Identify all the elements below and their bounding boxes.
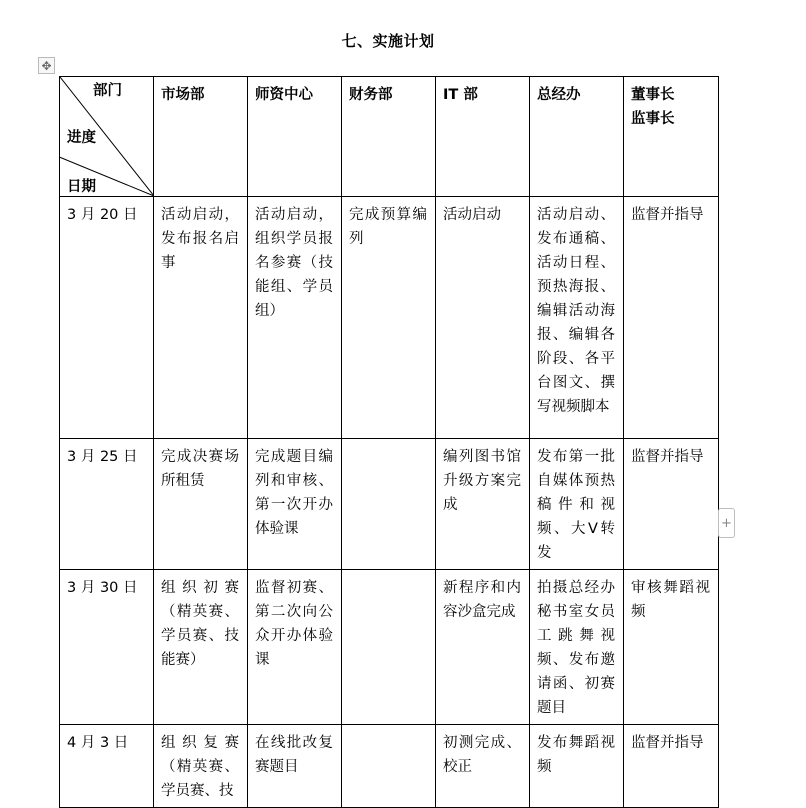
row-date: 3 月 30 日 bbox=[60, 570, 154, 725]
row-date: 3 月 20 日 bbox=[60, 197, 154, 439]
header-cell-faculty: 师资中心 bbox=[248, 77, 342, 197]
header-cell-marketing: 市场部 bbox=[154, 77, 248, 197]
table-cell: 组织初赛（精英赛、学员赛、技能赛） bbox=[154, 570, 248, 725]
header-cell-board: 董事长 监事长 bbox=[624, 77, 719, 197]
row-date: 3 月 25 日 bbox=[60, 439, 154, 570]
table-cell: 监督并指导 bbox=[624, 725, 719, 808]
diagonal-header-cell bbox=[60, 77, 154, 197]
table-row bbox=[60, 439, 719, 570]
table-cell bbox=[342, 439, 436, 570]
table-row bbox=[60, 197, 719, 439]
table-cell: 监督并指导 bbox=[624, 197, 719, 439]
table-header-row bbox=[60, 77, 719, 197]
table-cell: 审核舞蹈视频 bbox=[624, 570, 719, 725]
table-row bbox=[60, 725, 719, 808]
table-cell: 活动启动 bbox=[436, 197, 530, 439]
table-cell: 完成决赛场所租赁 bbox=[154, 439, 248, 570]
table-cell: 活动启动、发布通稿、活动日程、预热海报、编辑活动海报、编辑各阶段、各平台图文、撰写视频脚本 bbox=[530, 197, 624, 439]
table-cell: 活动启动，发布报名启事 bbox=[154, 197, 248, 439]
header-cell-gm-office: 总经办 bbox=[530, 77, 624, 197]
header-cell-it: IT 部 bbox=[436, 77, 530, 197]
table-cell: 发布第一批自媒体预热稿件和视频、大V转发 bbox=[530, 439, 624, 570]
row-date: 4 月 3 日 bbox=[60, 725, 154, 808]
table-cell: 监督并指导 bbox=[624, 439, 719, 570]
table-row bbox=[60, 570, 719, 725]
add-row-plus-icon[interactable]: + bbox=[718, 508, 735, 538]
table-cell: 在线批改复赛题目 bbox=[248, 725, 342, 808]
header-department-label: 部门 bbox=[93, 83, 122, 99]
header-cell-finance: 财务部 bbox=[342, 77, 436, 197]
table-move-handle-icon[interactable]: ✥ bbox=[38, 57, 55, 74]
table-cell: 初测完成、校正 bbox=[436, 725, 530, 808]
table-cell: 新程序和内容沙盒完成 bbox=[436, 570, 530, 725]
table-cell: 拍摄总经办秘书室女员工跳舞视频、发布邀请函、初赛题目 bbox=[530, 570, 624, 725]
page-title: 七、实施计划 bbox=[341, 32, 435, 50]
table-cell: 编列图书馆升级方案完成 bbox=[436, 439, 530, 570]
table-cell: 活动启动，组织学员报名参赛（技能组、学员组） bbox=[248, 197, 342, 439]
table-cell bbox=[342, 725, 436, 808]
header-progress-label: 进度 bbox=[67, 130, 96, 146]
header-date-label: 日期 bbox=[67, 179, 96, 195]
table-cell: 完成题目编列和审核、第一次开办体验课 bbox=[248, 439, 342, 570]
table-cell: 发布舞蹈视频 bbox=[530, 725, 624, 808]
table-cell: 组织复赛（精英赛、学员赛、技 bbox=[154, 725, 248, 808]
table-cell: 完成预算编列 bbox=[342, 197, 436, 439]
table-cell: 监督初赛、第二次向公众开办体验课 bbox=[248, 570, 342, 725]
plan-table bbox=[59, 76, 719, 808]
table-cell bbox=[342, 570, 436, 725]
